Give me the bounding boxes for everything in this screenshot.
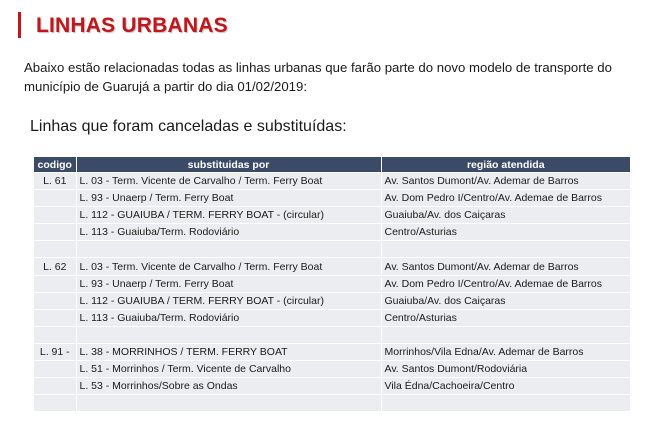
table-row [34, 326, 630, 343]
cell-codigo: L. 62 [34, 258, 76, 275]
table-row [34, 207, 630, 224]
cell-codigo [34, 292, 76, 309]
cell-substituidas: L. 113 - Guaiuba/Term. Rodoviário [76, 309, 381, 326]
table-row [34, 309, 630, 326]
table-row [34, 395, 630, 412]
table-header-row [34, 157, 630, 173]
page-title: LINHAS URBANAS [36, 14, 228, 37]
cell-regiao: Av. Dom Pedro I/Centro/Av. Ademae de Barros [381, 275, 630, 292]
table-row [34, 343, 630, 360]
cell-codigo [34, 275, 76, 292]
title-accent-bar [18, 12, 21, 38]
table-row [34, 275, 630, 292]
header-substituidas: substituidas por [76, 157, 381, 173]
cell-substituidas [76, 326, 381, 343]
cell-regiao [381, 395, 630, 412]
cell-codigo [34, 378, 76, 395]
cell-regiao: Av. Santos Dumont/Av. Ademar de Barros [381, 258, 630, 275]
cell-codigo [34, 326, 76, 343]
section-subtitle: Linhas que foram canceladas e substituídas: [30, 118, 347, 135]
cell-substituidas: L. 93 - Unaerp / Term. Ferry Boat [76, 275, 381, 292]
cell-regiao: Centro/Asturias [381, 224, 630, 241]
lines-table [34, 157, 630, 411]
cell-codigo [34, 309, 76, 326]
cell-regiao: Morrinhos/Vila Edna/Av. Ademar de Barros [381, 343, 630, 360]
header-codigo: codigo [34, 157, 76, 173]
cell-substituidas: L. 51 - Morrinhos / Term. Vicente de Carvalho [76, 361, 381, 378]
cell-substituidas: L. 53 - Morrinhos/Sobre as Ondas [76, 378, 381, 395]
intro-paragraph: Abaixo estão relacionadas todas as linhas urbanas que farão parte do novo modelo de transporte do município de Guarujá a partir do dia 01/02/2019: [24, 60, 612, 94]
cell-regiao [381, 241, 630, 258]
table-row [34, 173, 630, 190]
cell-codigo: L. 61 [34, 173, 76, 190]
table-row [34, 378, 630, 395]
table-row [34, 190, 630, 207]
cell-regiao: Av. Santos Dumont/Rodoviária [381, 361, 630, 378]
cell-regiao: Av. Santos Dumont/Av. Ademar de Barros [381, 173, 630, 190]
cell-codigo [34, 207, 76, 224]
cell-regiao: Guaiuba/Av. dos Caiçaras [381, 292, 630, 309]
cell-codigo [34, 224, 76, 241]
cell-regiao: Av. Dom Pedro I/Centro/Av. Ademae de Barros [381, 190, 630, 207]
table-row [34, 258, 630, 275]
table-row [34, 224, 630, 241]
table-row [34, 241, 630, 258]
cell-substituidas: L. 03 - Term. Vicente de Carvalho / Term. Ferry Boat [76, 258, 381, 275]
cell-substituidas: L. 113 - Guaiuba/Term. Rodoviário [76, 224, 381, 241]
cell-codigo [34, 395, 76, 412]
cell-regiao [381, 326, 630, 343]
cell-codigo [34, 241, 76, 258]
cell-substituidas: L. 38 - MORRINHOS / TERM. FERRY BOAT [76, 343, 381, 360]
table-row [34, 292, 630, 309]
cell-codigo [34, 361, 76, 378]
cell-regiao: Vila Édna/Cachoeira/Centro [381, 378, 630, 395]
cell-regiao: Centro/Asturias [381, 309, 630, 326]
cell-codigo [34, 190, 76, 207]
cell-substituidas: L. 93 - Unaerp / Term. Ferry Boat [76, 190, 381, 207]
cell-substituidas [76, 241, 381, 258]
cell-codigo: L. 91 - [34, 343, 76, 360]
table-row [34, 361, 630, 378]
cell-substituidas: L. 03 - Term. Vicente de Carvalho / Term. Ferry Boat [76, 173, 381, 190]
cell-substituidas: L. 112 - GUAIUBA / TERM. FERRY BOAT - (circular) [76, 207, 381, 224]
cell-substituidas [76, 395, 381, 412]
cell-regiao: Guaiuba/Av. dos Caiçaras [381, 207, 630, 224]
cell-substituidas: L. 112 - GUAIUBA / TERM. FERRY BOAT - (circular) [76, 292, 381, 309]
header-regiao: região atendida [381, 157, 630, 173]
